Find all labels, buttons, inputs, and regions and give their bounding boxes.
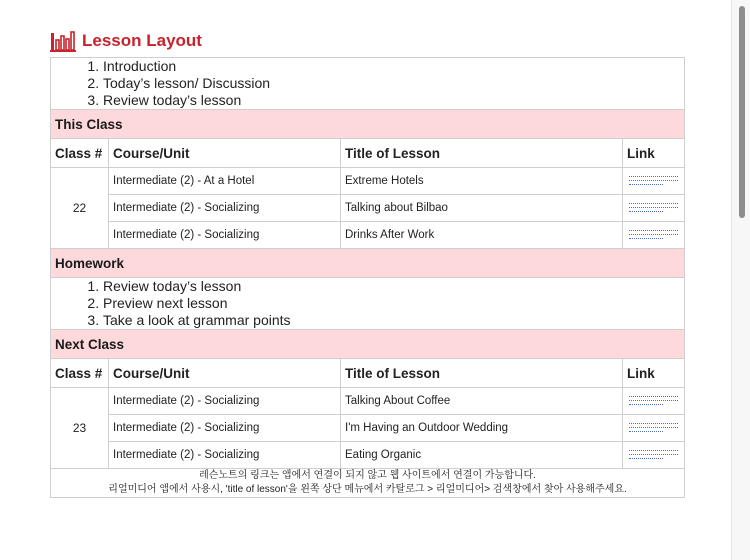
next-class-header [51,330,685,359]
section-heading [50,28,202,54]
lesson-title-cell: Extreme Hotels [341,168,623,195]
list-item: 2. Today’s lesson/ Discussion [103,75,680,92]
table-row [51,168,685,195]
course-cell: Intermediate (2) - Socializing [109,195,341,222]
section-label: This Class [51,110,685,139]
lesson-title-cell: Eating Organic [341,442,623,469]
course-cell: Intermediate (2) - Socializing [109,222,341,249]
lesson-title-cell: Drinks After Work [341,222,623,249]
lesson-table [50,57,685,498]
course-cell: Intermediate (2) - At a Hotel [109,168,341,195]
intro-list-row [51,58,685,110]
page-title: Lesson Layout [82,31,202,50]
course-cell: Intermediate (2) - Socializing [109,415,341,442]
column-header-row [51,359,685,388]
col-link: Link [623,139,685,168]
table-row [51,442,685,469]
list-item: 1. Review today’s lesson [103,278,680,295]
col-link: Link [623,359,685,388]
course-cell: Intermediate (2) - Socializing [109,388,341,415]
homework-list-row [51,278,685,330]
homework-header [51,249,685,278]
lesson-title-cell: I'm Having an Outdoor Wedding [341,415,623,442]
list-item: 3. Review today’s lesson [103,92,680,109]
homework-list [55,278,680,329]
lesson-link[interactable] [623,415,685,442]
col-class-num: Class # [51,359,109,388]
lesson-title-cell: Talking About Coffee [341,388,623,415]
section-label: Next Class [51,330,685,359]
col-course-unit: Course/Unit [109,139,341,168]
lesson-link[interactable] [623,195,685,222]
list-item: 3. Take a look at grammar points [103,312,680,329]
lesson-link[interactable] [623,442,685,469]
lesson-link[interactable] [623,388,685,415]
scrollbar[interactable] [731,0,750,560]
lesson-link[interactable] [623,168,685,195]
bar-chart-icon [50,30,76,52]
column-header-row [51,139,685,168]
lesson-link[interactable] [623,222,685,249]
table-row [51,388,685,415]
lesson-title-cell: Talking about Bilbao [341,195,623,222]
col-course-unit: Course/Unit [109,359,341,388]
course-cell: Intermediate (2) - Socializing [109,442,341,469]
note-line: 리얼미디어 앱에서 사용시, 'title of lesson'을 왼쪽 상단 메뉴에서 카탈로그 > 리얼미디어> 검색창에서 찾아 사용해주세요. [108,484,627,495]
table-row [51,415,685,442]
section-label: Homework [51,249,685,278]
class-number: 22 [51,168,109,249]
intro-list [55,58,680,109]
table-row [51,195,685,222]
table-row [51,222,685,249]
this-class-header [51,110,685,139]
col-class-num: Class # [51,139,109,168]
note-line: 레슨노트의 링크는 앱에서 연결이 되지 않고 웹 사이트에서 연결이 가능합니다. [199,470,536,481]
class-number: 23 [51,388,109,469]
scrollbar-thumb[interactable] [739,6,745,218]
col-title: Title of Lesson [341,139,623,168]
col-title: Title of Lesson [341,359,623,388]
note-row [51,469,685,498]
list-item: 2. Preview next lesson [103,295,680,312]
list-item: 1. Introduction [103,58,680,75]
